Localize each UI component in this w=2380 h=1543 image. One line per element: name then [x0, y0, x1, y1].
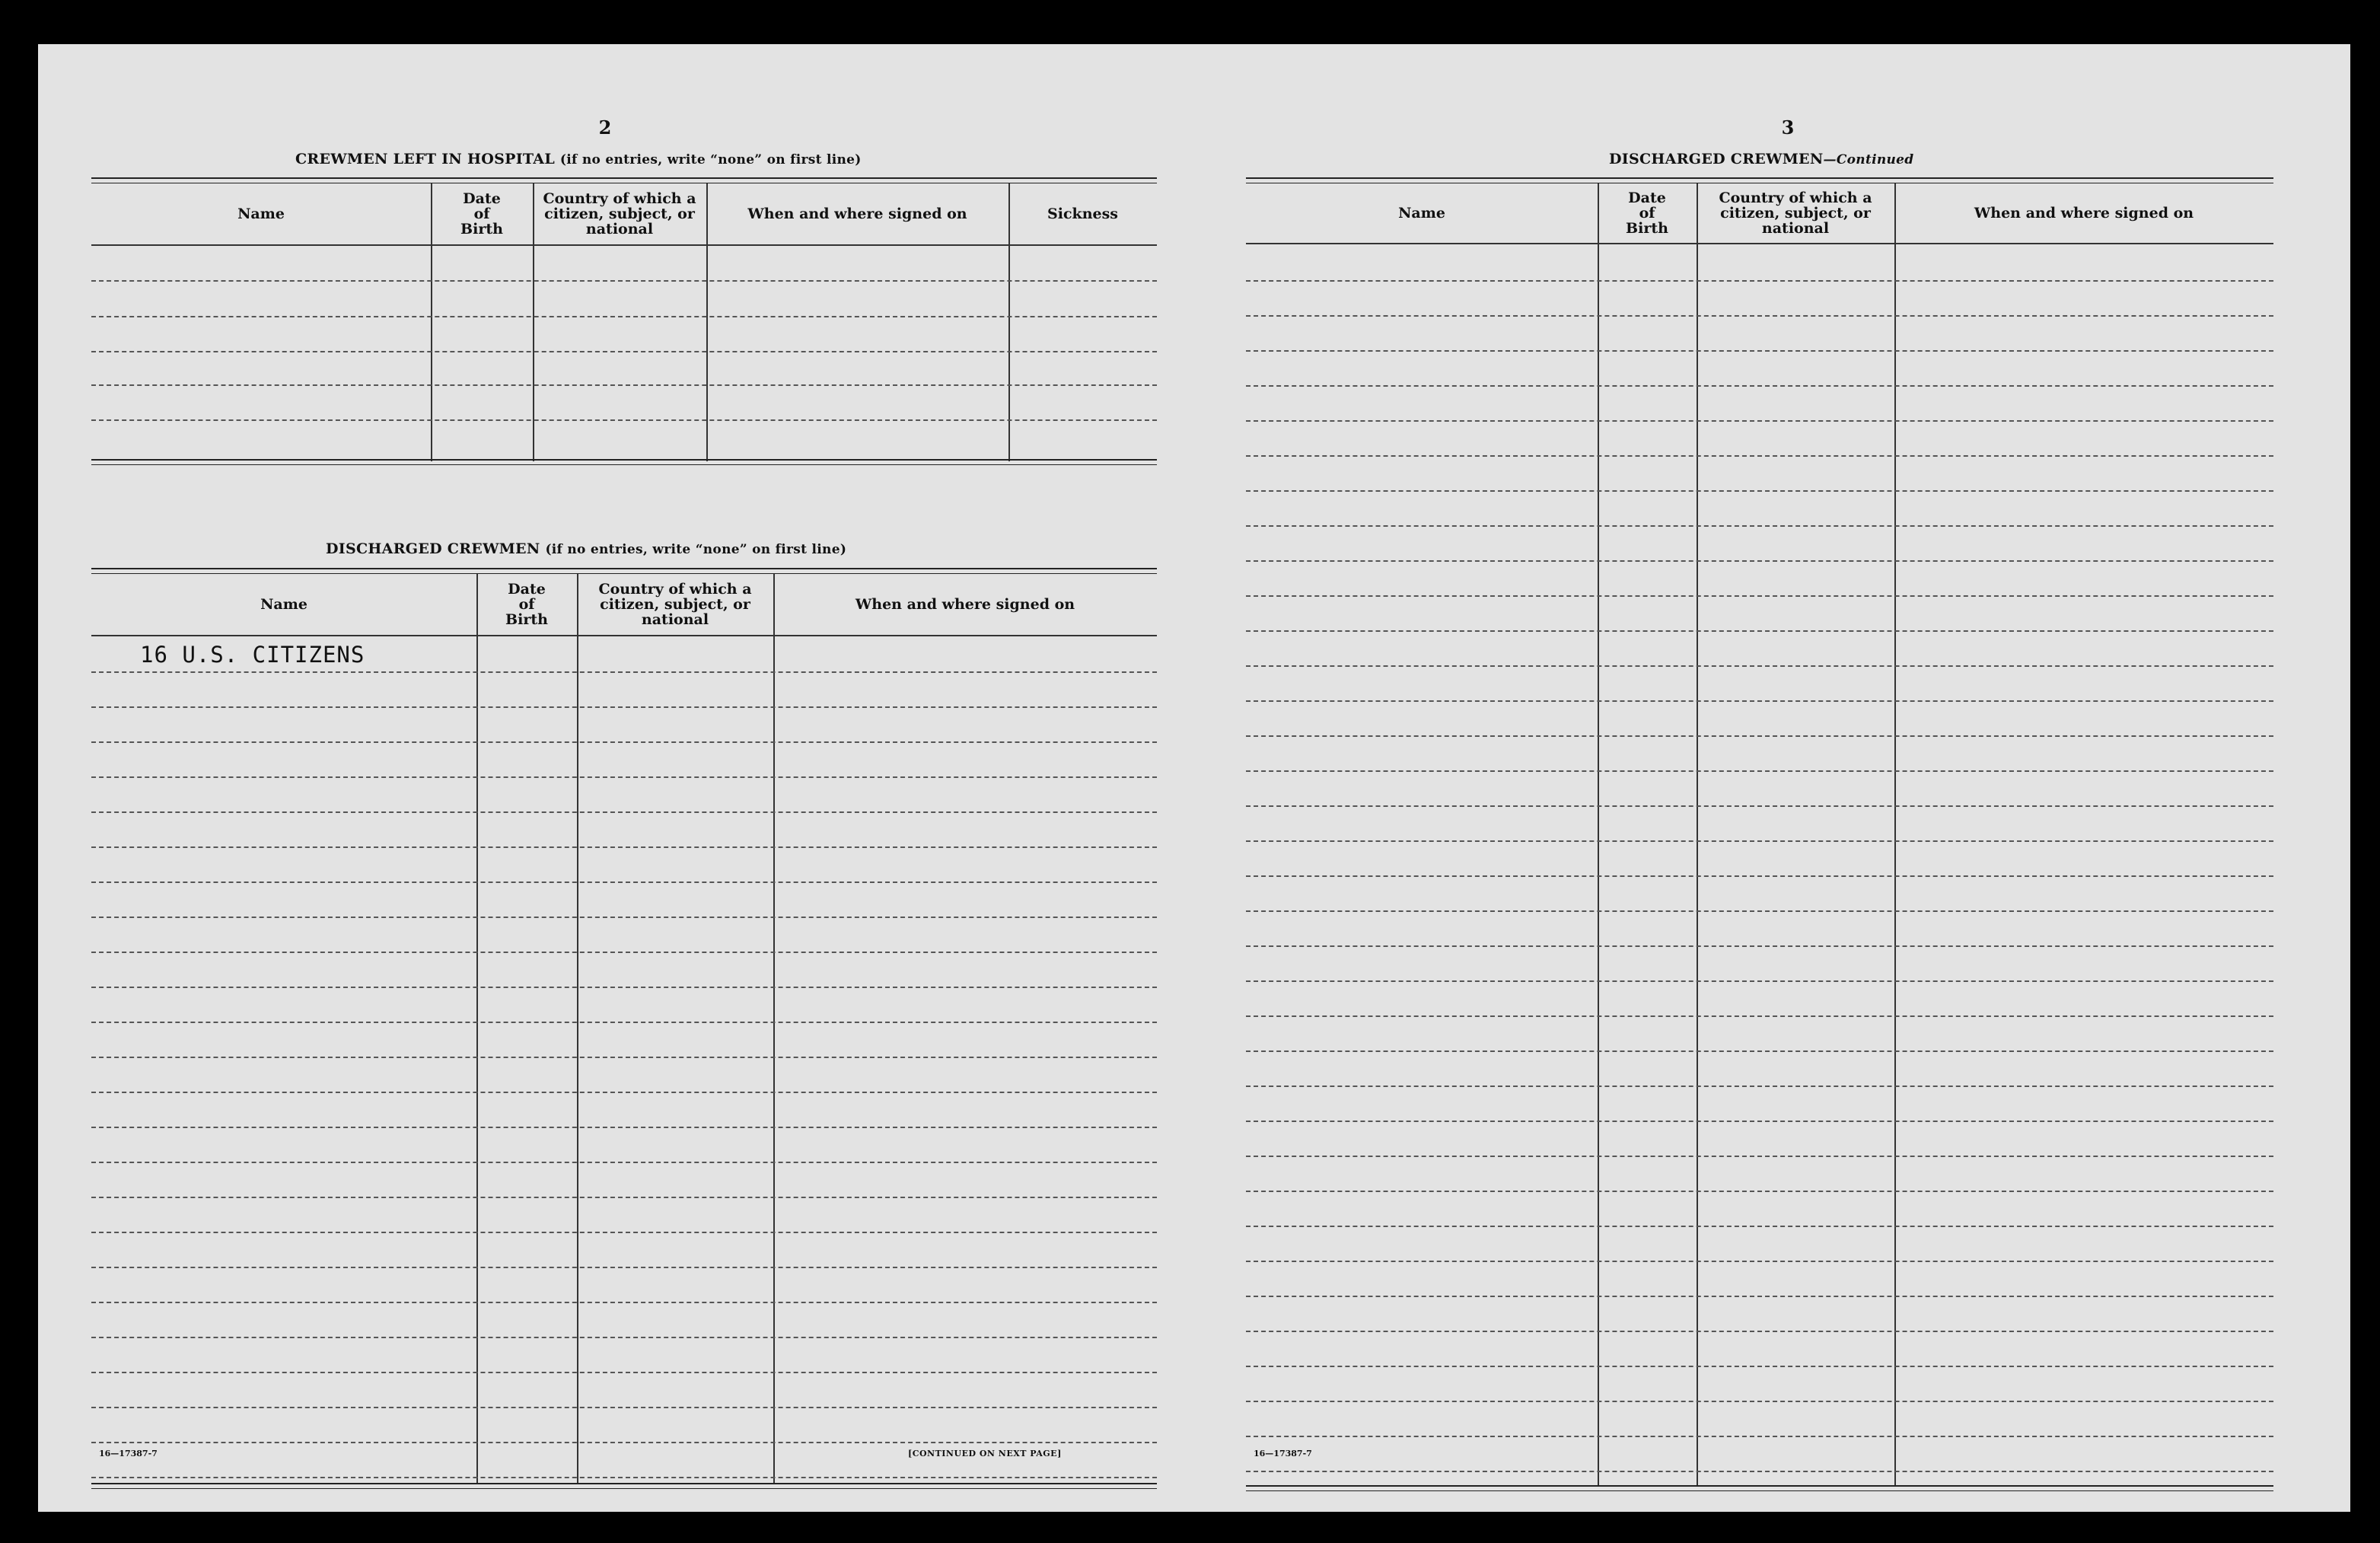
ruled-row-line [91, 987, 1157, 988]
col-header-date-of-birth: Date of Birth [460, 190, 503, 238]
ruled-row-line [91, 917, 1157, 918]
ruled-row-line [1246, 560, 2273, 562]
col-header-signed-on: When and where signed on [1974, 205, 2194, 222]
ruled-row-line [91, 1232, 1157, 1233]
document-sheet [38, 44, 2350, 1512]
ruled-row-line [91, 1267, 1157, 1268]
ruled-row-line [1246, 630, 2273, 632]
discharged-continued-title [1609, 151, 1913, 167]
ruled-row-line [91, 1372, 1157, 1373]
hospital-section-title [295, 151, 862, 167]
ruled-row-line [1246, 700, 2273, 702]
ruled-row-line [1246, 1086, 2273, 1087]
ruled-row-line [91, 1197, 1157, 1198]
form-number: 16—17387-7 [1254, 1449, 1312, 1459]
ruled-row-line [91, 741, 1157, 743]
ruled-row-line [91, 1162, 1157, 1163]
ruled-row-line [1246, 910, 2273, 912]
ruled-row-line [1246, 770, 2273, 772]
ruled-row-line [91, 1442, 1157, 1443]
ruled-row-line [1246, 350, 2273, 352]
ruled-row-line [91, 1407, 1157, 1408]
ruled-row-line [91, 1092, 1157, 1093]
ruled-row-line [91, 952, 1157, 953]
col-header-country: Country of which a citizen, subject, or national [598, 581, 752, 628]
ruled-row-line [1246, 1156, 2273, 1157]
ruled-row-line [91, 1022, 1157, 1023]
hospital-title-text: CREWMEN LEFT IN HOSPITAL [295, 151, 555, 167]
page-number: 3 [1781, 116, 1795, 139]
ruled-row-line [91, 811, 1157, 813]
col-header-country: Country of which a citizen, subject, or national [543, 190, 696, 238]
ruled-row-line [1246, 665, 2273, 667]
ruled-row-line [1246, 1401, 2273, 1402]
ruled-row-line [1246, 1331, 2273, 1332]
ruled-row-line [1246, 1050, 2273, 1052]
ruled-row-line [1246, 805, 2273, 807]
hospital-table [91, 177, 1157, 512]
ruled-row-line [1246, 735, 2273, 737]
ruled-row-line [1246, 280, 2273, 282]
hospital-title-note: (if no entries, write “none” on first line) [559, 152, 862, 167]
col-header-date-of-birth: Date of Birth [505, 581, 548, 628]
left-page [38, 44, 1194, 1512]
discharged-section-title [326, 540, 846, 557]
col-header-date-of-birth: Date of Birth [1626, 190, 1668, 237]
ruled-row-line [1246, 945, 2273, 947]
ruled-row-line [1246, 1015, 2273, 1017]
col-header-country: Country of which a citizen, subject, or national [1719, 190, 1872, 237]
discharged-title-text: DISCHARGED CREWMEN [326, 540, 540, 557]
ruled-row-line [1246, 385, 2273, 387]
ruled-row-line [1246, 455, 2273, 457]
discharged-title-note: (if no entries, write “none” on first line) [545, 542, 847, 557]
title-suffix: —Continued [1823, 152, 1914, 167]
ruled-row-line [91, 671, 1157, 673]
ruled-row-line [91, 846, 1157, 848]
ruled-row-line [91, 776, 1157, 778]
ruled-row-line [1246, 1366, 2273, 1367]
col-header-signed-on: When and where signed on [855, 596, 1075, 613]
ruled-row-line [1246, 1191, 2273, 1192]
ruled-row-line [1246, 875, 2273, 877]
ruled-row-line [1246, 1296, 2273, 1297]
col-header-name: Name [1398, 205, 1445, 222]
ruled-row-line [1246, 525, 2273, 527]
ruled-row-line [91, 1337, 1157, 1338]
right-page [1194, 44, 2350, 1512]
ruled-row-line [1246, 1226, 2273, 1227]
discharged-continued-table [1246, 177, 2273, 1490]
ruled-row-line [91, 706, 1157, 708]
col-header-name: Name [260, 596, 307, 613]
page-number: 2 [598, 116, 612, 139]
ruled-row-line [91, 1127, 1157, 1128]
col-header-signed-on: When and where signed on [747, 206, 967, 222]
ruled-row-line [1246, 420, 2273, 422]
ruled-row-line [1246, 980, 2273, 982]
ruled-row-line [91, 1477, 1157, 1478]
ruled-row-line [1246, 1261, 2273, 1262]
discharged-first-entry: 16 U.S. CITIZENS [140, 642, 365, 668]
continued-note: [CONTINUED ON NEXT PAGE] [908, 1449, 1062, 1459]
ruled-row-line [91, 881, 1157, 883]
col-header-name: Name [237, 206, 285, 222]
discharged-table [91, 568, 1157, 1490]
ruled-row-line [1246, 840, 2273, 842]
ruled-row-line [1246, 1436, 2273, 1437]
col-header-sickness: Sickness [1047, 206, 1118, 222]
title-text: DISCHARGED CREWMEN [1609, 151, 1824, 167]
ruled-row-line [91, 1057, 1157, 1058]
ruled-row-line [1246, 490, 2273, 492]
ruled-row-line [1246, 315, 2273, 317]
ruled-row-line [91, 1302, 1157, 1303]
ruled-row-line [1246, 595, 2273, 597]
form-number: 16—17387-7 [99, 1449, 158, 1459]
ruled-row-line [1246, 1471, 2273, 1472]
ruled-row-line [1246, 1121, 2273, 1122]
